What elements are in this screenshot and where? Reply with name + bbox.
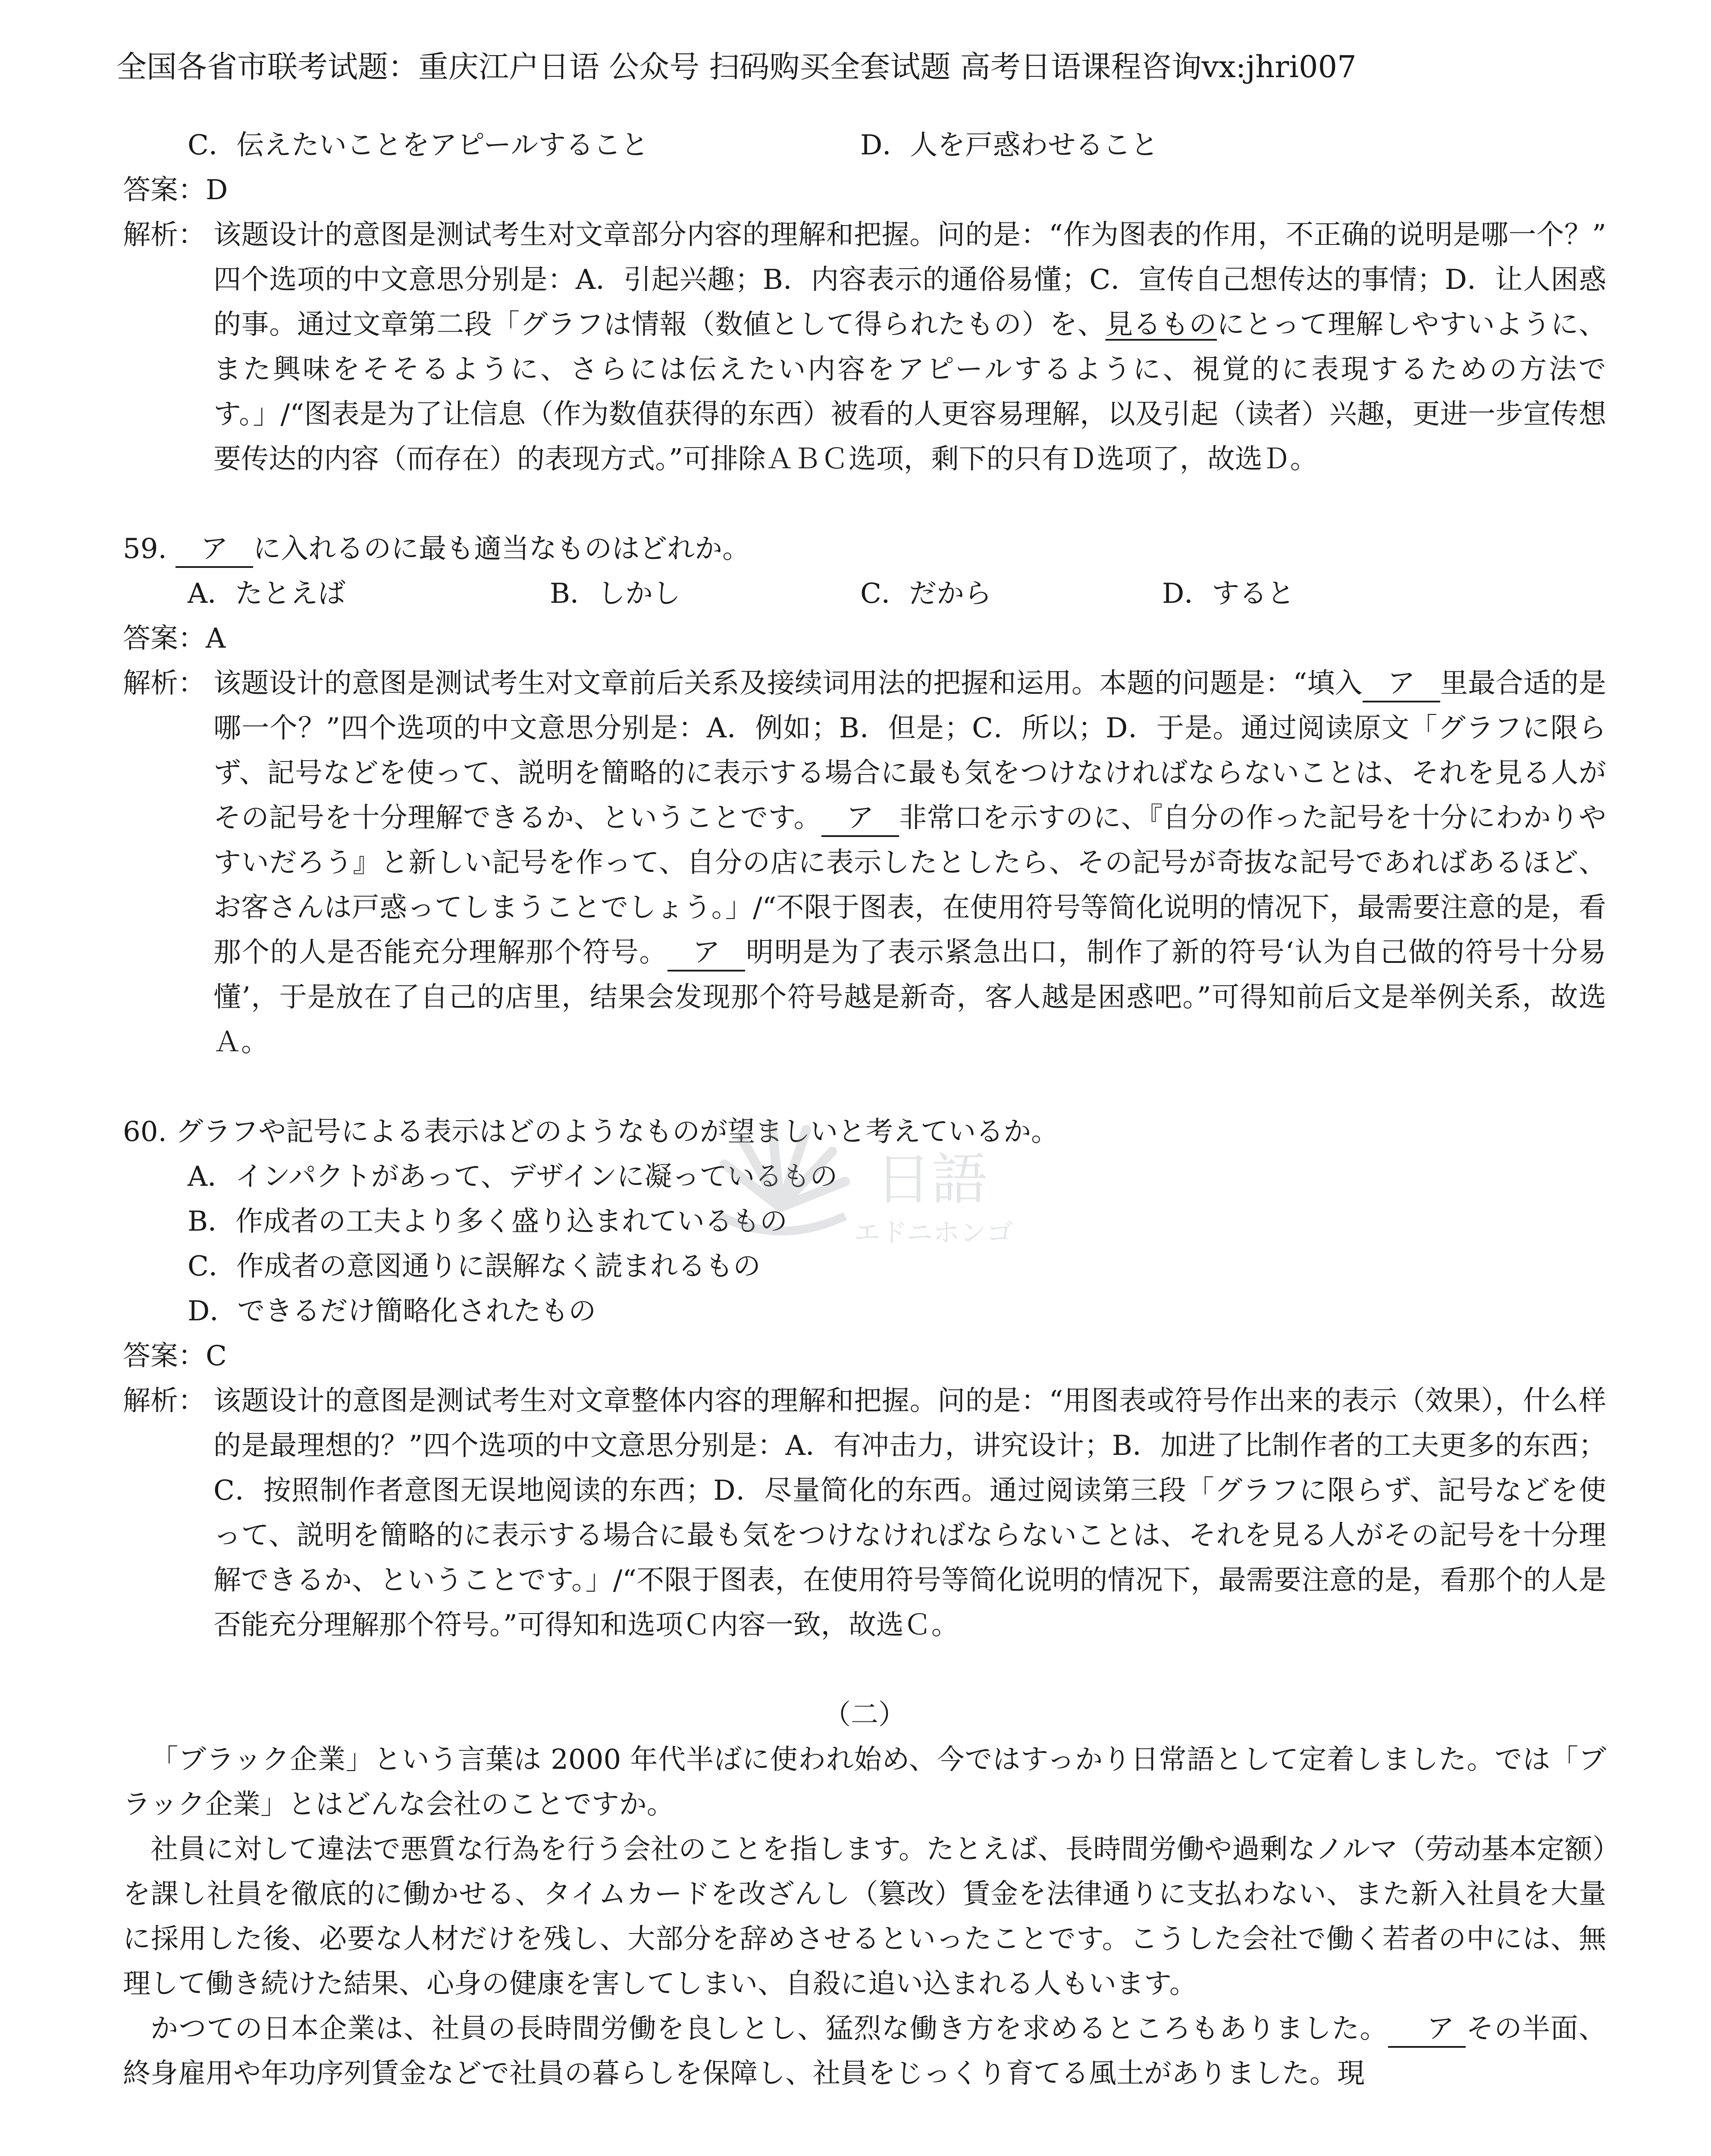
q59-answer: 答案：A bbox=[123, 623, 226, 655]
q58-option-d: D．人を戸惑わせること bbox=[860, 129, 1159, 161]
q59-option-c: C．だから bbox=[860, 578, 992, 610]
q60-option-b: B．作成者の工夫より多く盛り込まれているもの bbox=[188, 1206, 788, 1238]
blank-a: ア bbox=[821, 801, 899, 837]
passage-paragraph-1: 「ブラック企業」という言葉は 2000 年代半ばに使われ始め、今ではすっかり日常語として定着しました。では「ブラック企業」とはどんな会社のことですか。 bbox=[123, 1744, 1606, 1821]
q58-answer: 答案：D bbox=[123, 174, 228, 206]
watermark-logo bbox=[673, 1100, 1061, 1281]
q59-option-d: D．すると bbox=[1162, 578, 1295, 610]
passage-paragraph-2: 社員に対して違法で悪質な行為を行う会社のことを指します。たとえば、長時間労働や過剰なノルマ（劳动基本定额）を課し社員を徹底的に働かせる、タイムカードを改ざんし（篡改）賃金を法律通りに支払わない、また新入社員を大量に採用した後、必要な人材だけを残し、大部分を辞めさせるといったことです。こうした会社で働く若者の中には、無理して働き続けた結果、心身の健康を害してしまい、自殺に追い込まれる人もいます。 bbox=[123, 1833, 1606, 2000]
q58-options bbox=[123, 123, 1606, 168]
q59-analysis: 解析： 该题设计的意图是测试考生对文章前后关系及接续词用法的把握和运用。本题的问题是：“填入 ア 里最合适的是哪一个？”四个选项的中文意思分别是：A．例如；B．但是；C．所以；D．于是。通过阅读原文「グラフに限らず、記号などを使って、説明を簡略的に表示する場合に最も気をつけなければならないことは、それを見る人がその記号を十分理解できるか、ということです。 ア 非常口を示すのに、『自分の作った記号を十分にわかりやすいだろう』と新しい記号を作って、自分の店に表示したとしたら、その記号が奇抜な記号であればあるほど、お客さんは戸惑ってしまうことでしょう。」/“不限于图表，在使用符号等简化说明的情况下，最需要注意的是，看那个的人是否能充分理解那个符号。 ア 明明是为了表示紧急出口，制作了新的符号‘认为自己做的符号十分易懂’，于是放在了自己的店里，结果会发现那个符号越是新奇，客人越是困惑吧。”可得知前后文是举例关系，故选Ａ。 bbox=[123, 661, 1606, 1065]
q58-option-c: C．伝えたいことをアピールすること bbox=[188, 129, 649, 161]
section-heading: （二） bbox=[823, 1699, 906, 1731]
passage-paragraph-3: かつての日本企業は、社員の長時間労働を良しとし、猛烈な働き方を求めるところもありました。 ア その半面、終身雇用や年功序列賃金などで社員の暮らしを保障し、社員をじっくり育てる風土がありました。現 bbox=[123, 2006, 1606, 2096]
q58-answer-value: D bbox=[206, 174, 228, 206]
q59-stem: 59. ア に入れるのに最も適当なものはどれか。 bbox=[123, 526, 1606, 571]
blank-a: ア bbox=[1388, 2012, 1466, 2048]
blank-a: ア bbox=[175, 532, 253, 568]
q60-answer: 答案：C bbox=[123, 1340, 227, 1372]
analysis-label: 解析： bbox=[123, 1385, 206, 1417]
q59-option-b: B．しかし bbox=[550, 578, 681, 610]
analysis-label: 解析： bbox=[123, 667, 206, 699]
q60-option-a: A．インパクトがあって、デザインに凝っているもの bbox=[188, 1161, 838, 1193]
q60-answer-value: C bbox=[206, 1340, 227, 1372]
watermark-text: 日語 bbox=[875, 1147, 988, 1212]
q60-option-c: C．作成者の意図通りに誤解なく読まれるもの bbox=[188, 1250, 761, 1282]
q58-analysis: 解析： 该题设计的意图是测试考生对文章部分内容的理解和把握。问的是：“作为图表的作用，不正确的说明是哪一个？” 四个选项的中文意思分别是：A．引起兴趣；B．内容表示的通俗易懂；C．宣传自己想传达的事情；D．让人困惑的事。通过文章第二段「グラフは情報（数値として得られたもの）を、見るものにとって理解しやすいように、また興味をそそるように、さらには伝えたい内容をアピールするように、視覚的に表現するための方法です。」/“图表是为了让信息（作为数值获得的东西）被看的人更容易理解，以及引起（读者）兴趣，更进一步宣传想要传达的内容（而存在）的表现方式。”可排除ＡＢＣ选项，剩下的只有Ｄ选项了，故选Ｄ。 bbox=[123, 213, 1606, 482]
page-header: 全国各省市联考试题：重庆江户日语 公众号 扫码购买全套试题 高考日语课程咨询vx:jhri007 bbox=[116, 49, 1357, 85]
analysis-label: 解析： bbox=[123, 219, 206, 251]
q60-analysis: 解析： 该题设计的意图是测试考生对文章整体内容的理解和把握。问的是：“用图表或符号作出来的表示（效果），什么样的是最理想的？”四个选项的中文意思分别是：A．有冲击力，讲究设计；B．加进了比制作者的工夫更多的东西；C．按照制作者意图无误地阅读的东西；D．尽量简化的东西。通过阅读第三段「グラフに限らず、記号などを使って、説明を簡略的に表示する場合に最も気をつけなければならないことは、それを見る人がその記号を十分理解できるか、ということです。」/“不限于图表，在使用符号等简化说明的情况下，最需要注意的是，看那个的人是否能充分理解那个符号。”可得知和选项Ｃ内容一致，故选Ｃ。 bbox=[123, 1379, 1606, 1648]
q59-option-a: A．たとえば bbox=[188, 578, 346, 610]
q60-option-d: D．できるだけ簡略化されたもの bbox=[188, 1295, 596, 1327]
underlined-text: 見るもの bbox=[1105, 309, 1217, 341]
q59-options bbox=[123, 571, 1606, 616]
q59-answer-value: A bbox=[206, 623, 226, 655]
blank-a: ア bbox=[667, 935, 745, 971]
watermark-subtext: エドニホンゴ bbox=[854, 1217, 1013, 1248]
blank-a: ア bbox=[1363, 666, 1440, 702]
q60-stem: 60. グラフや記号による表示はどのようなものが望ましいと考えているか。 bbox=[123, 1116, 1059, 1148]
